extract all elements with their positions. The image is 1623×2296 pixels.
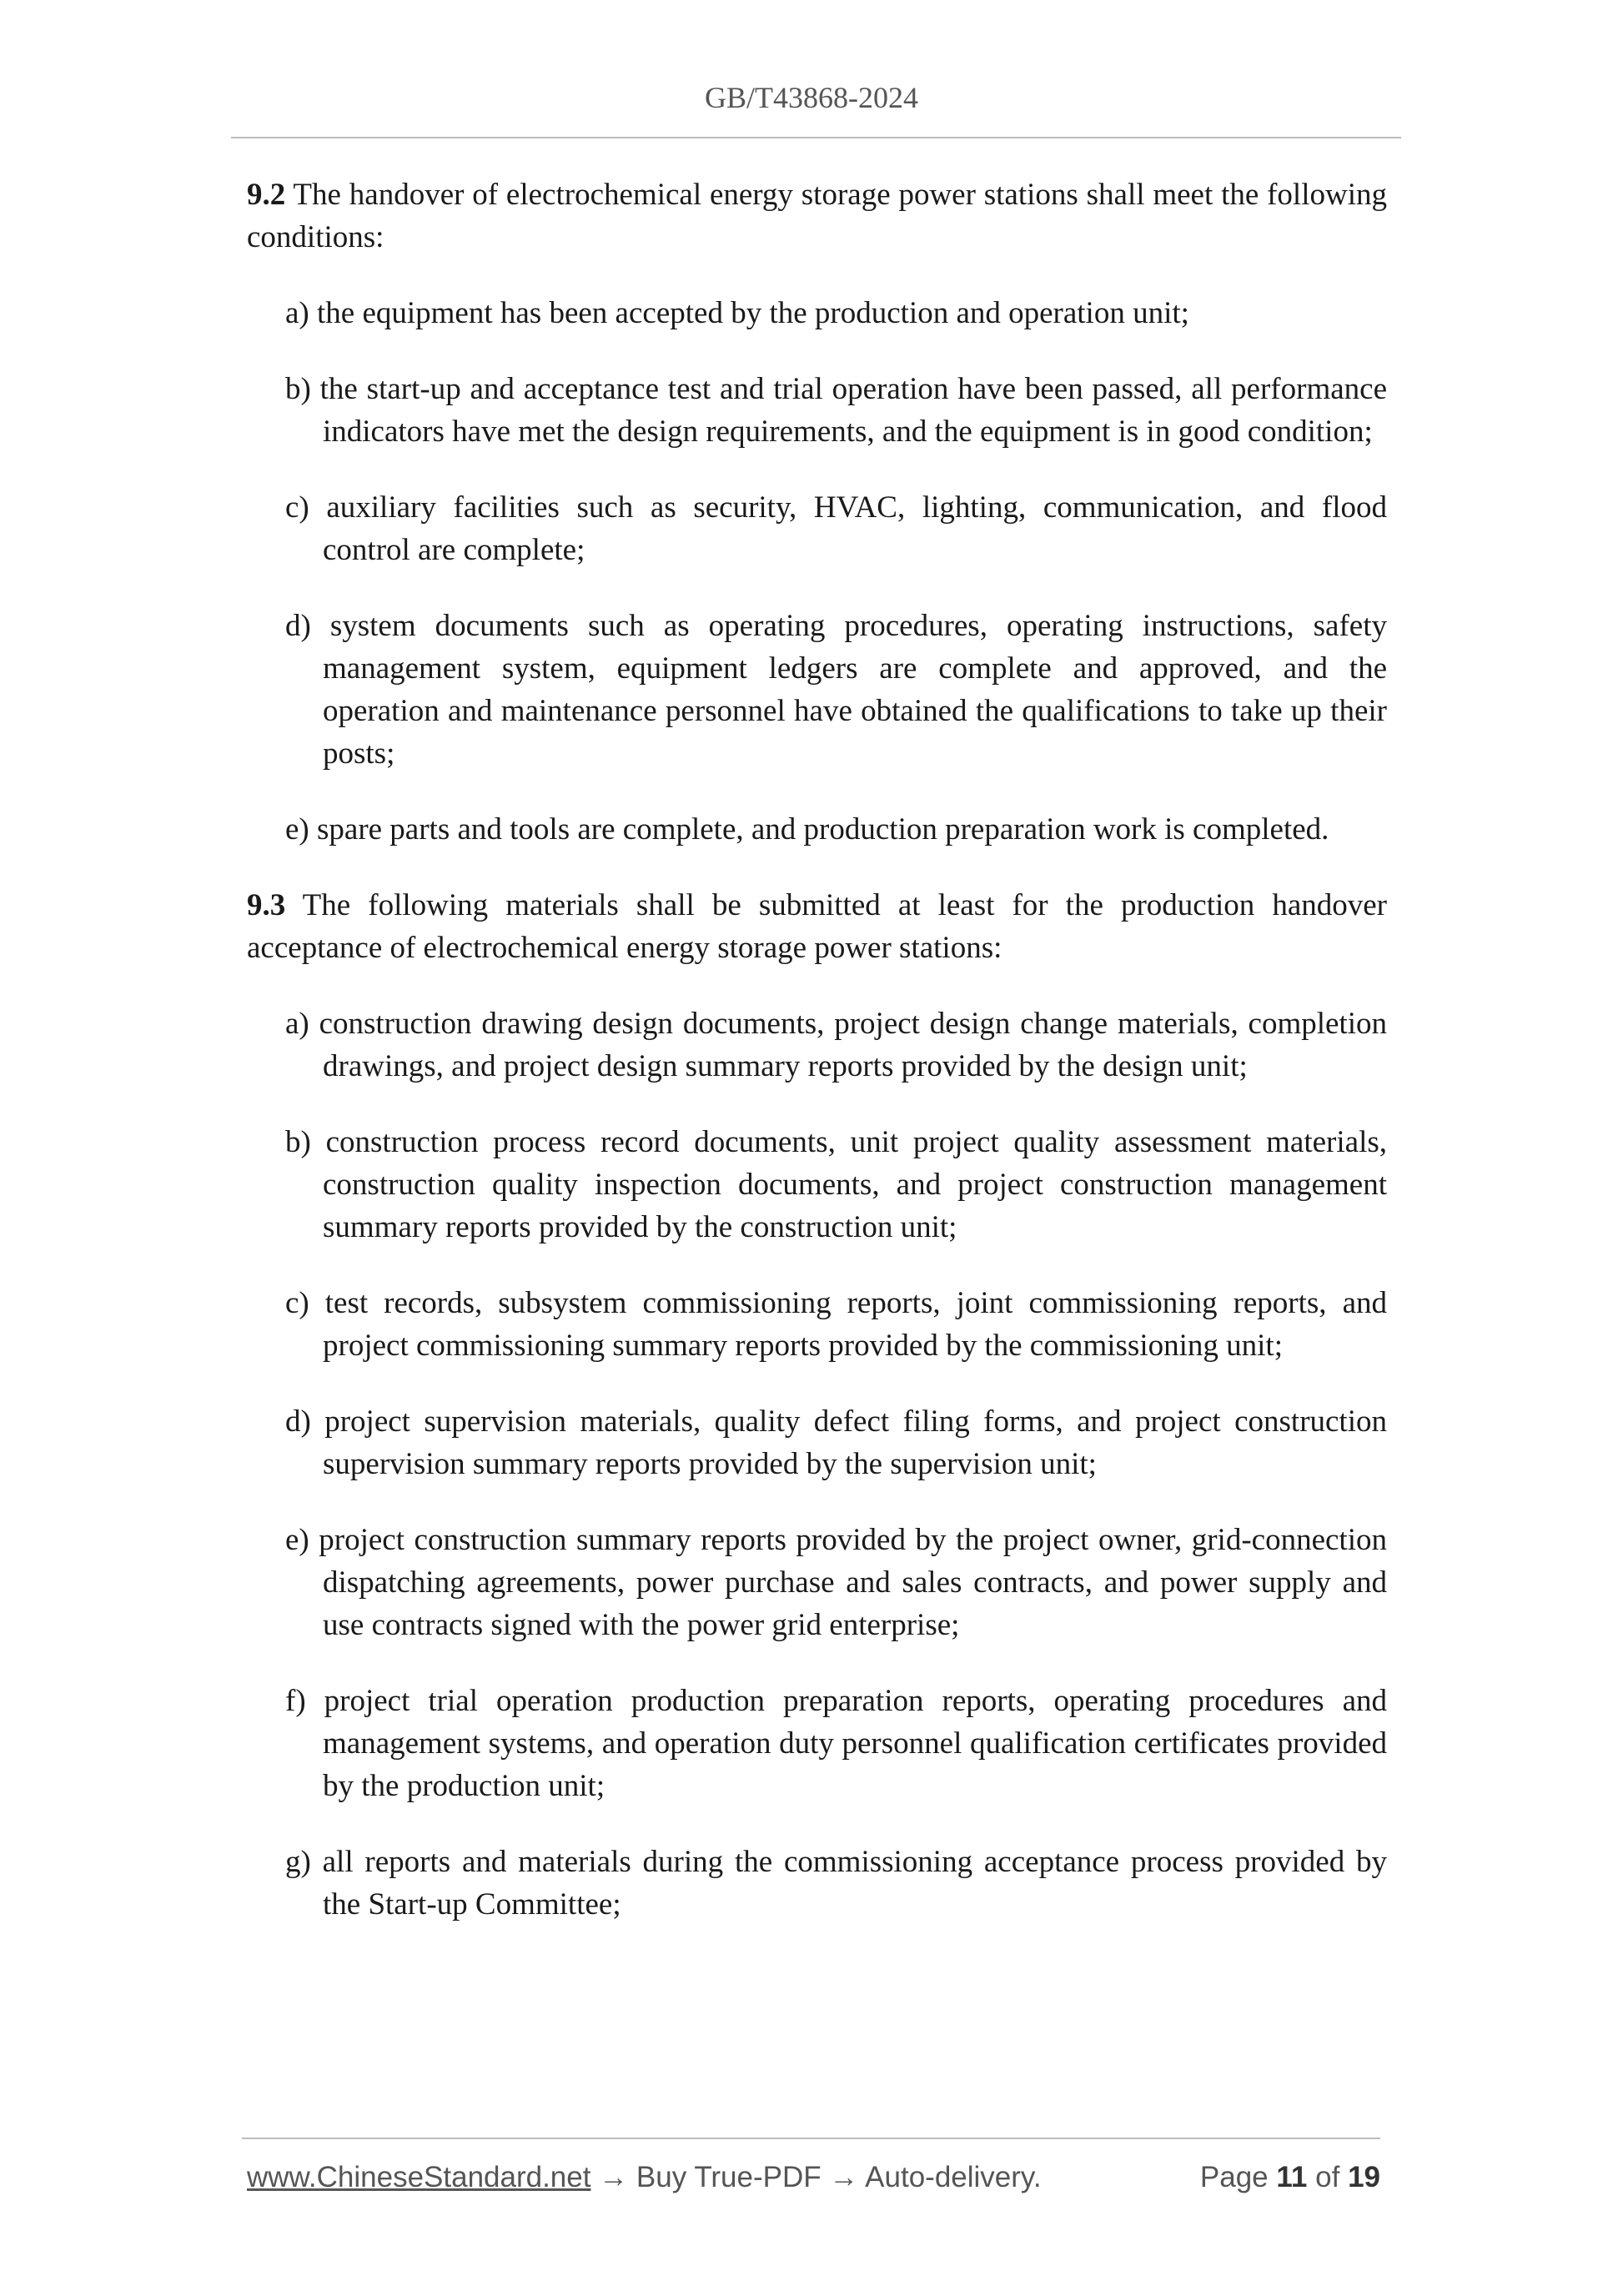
- document-body: [247, 173, 1387, 1959]
- clause-text: The handover of electrochemical energy storage power stations shall meet the following conditions:: [247, 178, 1387, 254]
- clause-number: 9.3: [247, 888, 286, 922]
- list-item: f) project trial operation production preparation reports, operating procedures and management systems, and operation duty personnel qualification certificates provided by the production unit;: [285, 1684, 1387, 1803]
- list-item: g) all reports and materials during the commissioning acceptance process provided by the Start-up Committee;: [285, 1845, 1387, 1922]
- list-item: a) construction drawing design documents, project design change materials, completion drawings, and project design summary reports provided by the design unit;: [285, 1007, 1387, 1083]
- footer-divider: [242, 2138, 1380, 2139]
- footer-tagline: → Buy True-PDF → Auto-delivery.: [590, 2161, 1042, 2193]
- list-item: a) the equipment has been accepted by the production and operation unit;: [285, 296, 1189, 330]
- page-indicator: [1200, 2161, 1380, 2194]
- clause-number: 9.2: [247, 178, 286, 212]
- document-code-header: GB/T43868-2024: [705, 81, 918, 114]
- page-total: 19: [1348, 2161, 1380, 2193]
- list-item: b) construction process record documents, unit project quality assessment materials, construction quality inspection documents, and project construction management summary reports provided by the construction unit;: [285, 1125, 1387, 1244]
- page-footer: [247, 2161, 1380, 2194]
- page-word: Page: [1199, 2161, 1269, 2193]
- list-item: c) test records, subsystem commissioning reports, joint commissioning reports, and project commissioning summary reports provided by the commissioning unit;: [285, 1286, 1387, 1363]
- clause-text: The following materials shall be submitted at least for the production handover acceptance of electrochemical energy storage power stations:: [247, 888, 1387, 965]
- list-item: b) the start-up and acceptance test and trial operation have been passed, all performance indicators have met the design requirements, and the equipment is in good condition;: [285, 372, 1387, 449]
- clause-9-2: [247, 173, 1387, 259]
- list-item: e) project construction summary reports provided by the project owner, grid-connection dispatching agreements, power purchase and sales contracts, and power supply and use contracts signed with the power grid enterprise;: [285, 1523, 1387, 1642]
- of-word: of: [1315, 2161, 1340, 2193]
- list-item: c) auxiliary facilities such as security, HVAC, lighting, communication, and flood control are complete;: [285, 490, 1387, 567]
- header-divider: [231, 137, 1401, 138]
- footer-promo: [247, 2161, 1042, 2194]
- list-item: e) spare parts and tools are complete, and production preparation work is completed.: [285, 812, 1329, 847]
- list-item: d) project supervision materials, quality defect filing forms, and project construction supervision summary reports provided by the supervision unit;: [285, 1404, 1387, 1481]
- clause-9-3: [247, 884, 1387, 969]
- website-link[interactable]: www.ChineseStandard.net: [247, 2161, 591, 2193]
- list-item: d) system documents such as operating procedures, operating instructions, safety management system, equipment ledgers are complete and approved, and the operation and maintenance personnel have obtained the qualifications to take up their posts;: [285, 609, 1387, 771]
- page-current: 11: [1276, 2161, 1308, 2193]
